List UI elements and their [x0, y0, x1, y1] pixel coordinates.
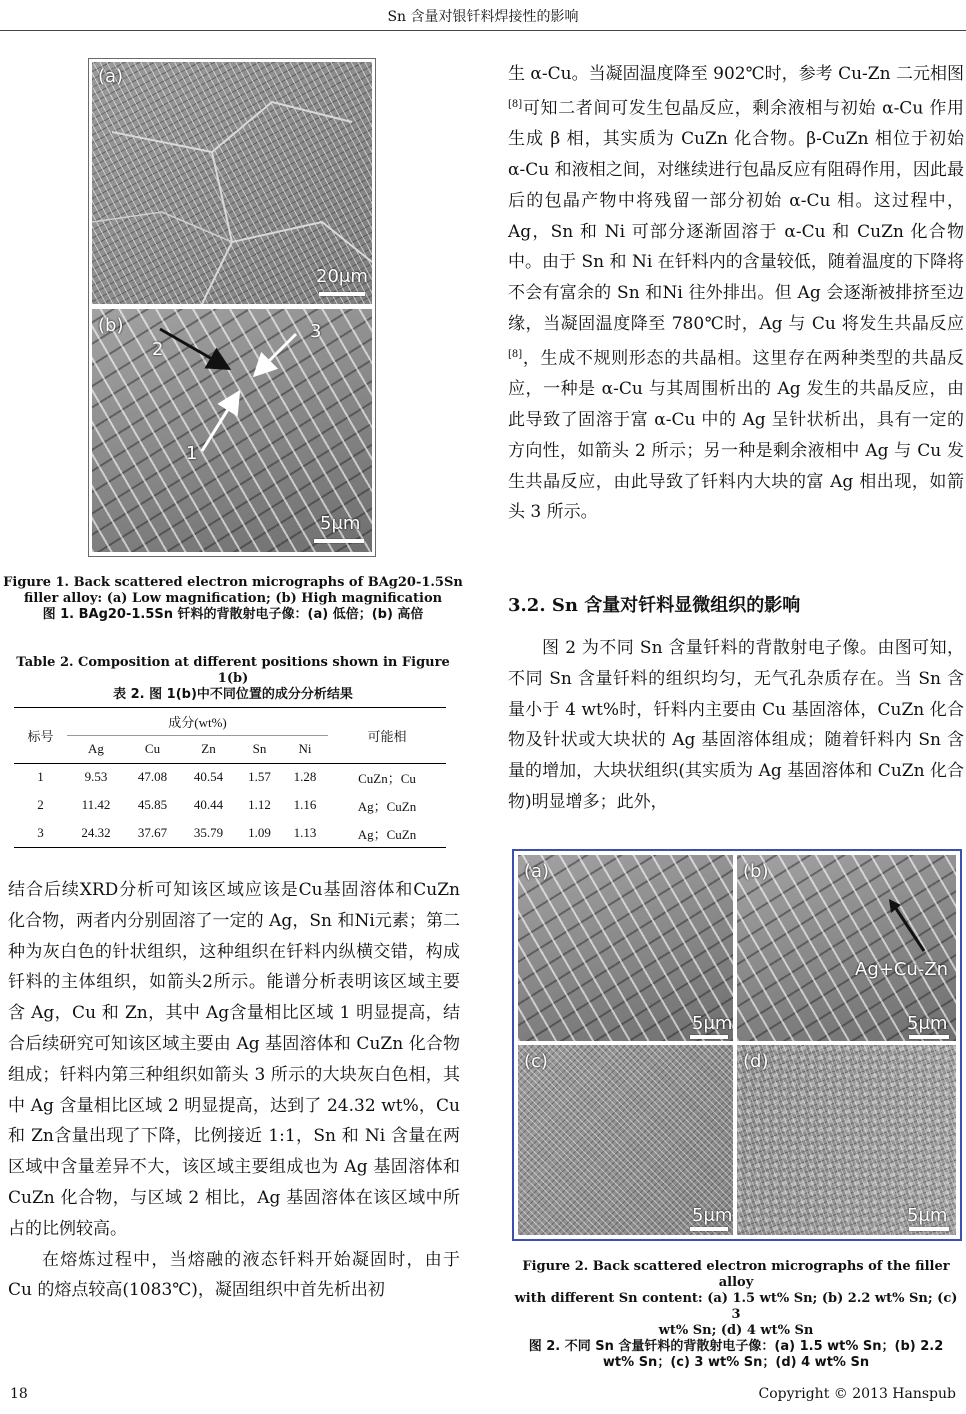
- cell: 2: [37, 797, 44, 812]
- cell: CuZn；Cu: [358, 770, 416, 786]
- running-header: Sn 含量对银钎料焊接性的影响: [387, 9, 579, 25]
- panel-a-scale-text: 20μm: [316, 266, 368, 287]
- header-phase: 可能相: [367, 729, 407, 744]
- cell: 3: [37, 825, 44, 840]
- header-group: 成分(wt%): [168, 715, 227, 730]
- cell: 35.79: [193, 825, 224, 840]
- header-divider: [0, 30, 966, 31]
- cell: 40.44: [193, 797, 224, 812]
- fig2-c-label: (c): [524, 1051, 548, 1072]
- fig2-c-scale-text: 5μm: [692, 1205, 733, 1226]
- figure1-caption-zh: 图 1. BAg20-1.5Sn 钎料的背散射电子像：(a) 低倍；(b) 高倍: [42, 607, 424, 622]
- header-cu: Cu: [144, 741, 161, 756]
- right-body-text: [508, 59, 964, 528]
- cell: 1.28: [293, 769, 317, 784]
- header-ag: Ag: [88, 741, 104, 756]
- cell: 9.53: [84, 769, 108, 784]
- fig2-d-scale-text: 5μm: [907, 1205, 948, 1226]
- figure2-caption-zh-2: wt% Sn；(c) 3 wt% Sn；(d) 4 wt% Sn: [602, 1355, 870, 1370]
- figure2-panel-d: [737, 1045, 956, 1235]
- text-span: 可知二者间可发生包晶反应，剩余液相与初始 α-Cu 作用生成 β 相，其实质为 CuZn 化合物。β-CuZn 相位于初始 α-Cu 和液相之间，对继续进行包晶反应有阻碍作用，因此最后的包晶产物中将残留一部分初始 α-Cu 相。这过程中，Ag，Sn 和 Ni 可部分逐渐固溶于 α-Cu 和 CuZn 化合物中。由于 Sn 和 Ni 在钎料内的含量较低，随着温度的下降将不会有富余的 Sn 和Ni 往外排出。但 Ag 会逐渐被排挤至边缘，当凝固温度降至 780℃时，Ag 与 Cu 将发生共晶反应: [508, 98, 964, 335]
- cell: 1.57: [248, 769, 271, 784]
- fig2-d-label: (d): [743, 1051, 769, 1072]
- figure2-panel-b: [737, 855, 956, 1041]
- arrow-2: [160, 329, 226, 367]
- text-span: 生 α-Cu。当凝固温度降至 902℃时，参考 Cu-Zn 二元相图: [508, 64, 964, 84]
- fig2-b-label: (b): [743, 861, 769, 882]
- figure1-caption-en-2: filler alloy: (a) Low magnification; (b) High magnification: [23, 591, 443, 606]
- cell: 1.09: [248, 825, 271, 840]
- figure2-caption-en-3: wt% Sn; (d) 4 wt% Sn: [658, 1323, 814, 1338]
- panel-b-scale-bar: [314, 539, 364, 543]
- panel-a-label: (a): [98, 66, 124, 87]
- cell: 40.54: [193, 769, 224, 784]
- fig2-b-scale-bar: [909, 1035, 949, 1039]
- figure1-frame: [88, 58, 376, 557]
- table-row: [14, 791, 446, 819]
- cell: Ag；CuZn: [357, 826, 417, 842]
- page-number: 18: [10, 1386, 28, 1402]
- cell: 37.67: [137, 825, 168, 840]
- table-row: [14, 763, 446, 791]
- arrow-3: [257, 334, 296, 373]
- text-span: ，生成不规则形态的共晶相。这里存在两种类型的共晶反应，一种是 α-Cu 与其周围析出的 Ag 发生的共晶反应，由此导致了固溶于富 α-Cu 中的 Ag 呈针状析出，具有一定的方向性，如箭头 2 所示；另一种是剩余液相中 Ag 与 Cu 发生共晶反应，由此导致了钎料内大块的富 Ag 相出现，如箭头 3 所示。: [508, 348, 964, 523]
- fig2-c-scale-bar: [690, 1227, 728, 1231]
- table2-title: [0, 655, 466, 703]
- fig2-d-scale-bar: [909, 1227, 949, 1231]
- table-header-row: [14, 708, 446, 735]
- cell: 45.85: [137, 797, 168, 812]
- cell: 1.13: [293, 825, 317, 840]
- figure2-panel-c: [518, 1045, 733, 1235]
- panel-b-scale-text: 5μm: [320, 513, 361, 534]
- right-body-text-2: [508, 633, 964, 818]
- cell: 1.16: [293, 797, 317, 812]
- arrow-1: [202, 395, 237, 451]
- right-paragraph-1: [508, 59, 964, 528]
- fig2-a-scale-text: 5μm: [692, 1013, 733, 1034]
- figure1-caption-en-1: Figure 1. Back scattered electron micrographs of BAg20-1.5Sn: [3, 575, 463, 590]
- cell: 1.12: [248, 797, 271, 812]
- panel-a-scale-bar: [319, 292, 365, 296]
- figure2-caption-en-1: Figure 2. Back scattered electron micrographs of the filler alloy: [522, 1259, 950, 1290]
- figure2-frame: [512, 849, 962, 1241]
- cell: Ag；CuZn: [357, 798, 417, 814]
- composition-table: [14, 708, 446, 847]
- figure2-caption-en-2: with different Sn content: (a) 1.5 wt% Sn; (b) 2.2 wt% Sn; (c) 3: [514, 1291, 958, 1322]
- fig2-a-label: (a): [524, 861, 550, 882]
- left-paragraph-1: 结合后续XRD分析可知该区域应该是Cu基固溶体和CuZn 化合物，两者内分别固溶了一定的 Ag，Sn 和Ni元素；第二种为灰白色的针状组织，这种组织在钎料内纵横交错，构成钎料的主体组织，如箭头2所示。能谱分析表明该区域主要含 Ag，Cu 和 Zn，其中 Ag含量相比区域 1 明显提高，结合后续研究可知该区域主要由 Ag 基固溶体和 CuZn 化合物组成；钎料内第三种组织如箭头 3 所示的大块灰白色相，其中 Ag 含量相比区域 2 明显提高，达到了 24.32 wt%，Cu 和 Zn含量出现了下降，比例接近 1:1，Sn 和 Ni 含量在两区域中含量差异不大，该区域主要组成也为 Ag 基固溶体和 CuZn 化合物，与区域 2 相比，Ag 基固溶体在该区域中所占的比例较高。: [8, 880, 460, 1239]
- header-zn: Zn: [201, 741, 216, 756]
- arrow-2-label: 2: [152, 339, 164, 360]
- fig2-a-scale-bar: [690, 1035, 728, 1039]
- cell: 47.08: [137, 769, 168, 784]
- arrow-1-label: 1: [186, 443, 198, 464]
- cell: 1: [37, 769, 44, 784]
- table2-title-zh: 表 2. 图 1(b)中不同位置的成分分析结果: [113, 687, 353, 702]
- figure1-panel-a: [92, 62, 372, 304]
- table-bottom-rule: [14, 847, 446, 848]
- figure1-caption: [0, 575, 466, 623]
- header-sn: Sn: [252, 741, 267, 756]
- figure2-caption-zh-1: 图 2. 不同 Sn 含量钎料的背散射电子像：(a) 1.5 wt% Sn；(b) 2.2: [528, 1339, 944, 1354]
- figure1-panel-b: [92, 309, 372, 552]
- figure2-caption: [508, 1259, 964, 1371]
- arrow-3-label: 3: [310, 321, 322, 342]
- left-body-text: [8, 875, 460, 1306]
- citation: [8]: [508, 348, 523, 360]
- citation: [8]: [508, 98, 523, 110]
- section-title: 3.2. Sn 含量对钎料显微组织的影响: [508, 595, 801, 616]
- copyright: Copyright © 2013 Hanspub: [758, 1386, 956, 1402]
- right-paragraph-2: 图 2 为不同 Sn 含量钎料的背散射电子像。由图可知，不同 Sn 含量钎料的组织均匀，无气孔杂质存在。当 Sn 含量小于 4 wt%时，钎料内主要由 Cu 基固溶体，CuZn 化合物及针状或大块状的 Ag 基固溶体组成；随着钎料内 Sn 含量的增加，大块状组织(其实质为 Ag 基固溶体和 CuZn 化合物)明显增多；此外，: [508, 638, 964, 812]
- fig2-b-annotation: Ag+Cu-Zn: [855, 959, 949, 980]
- header-ni: Ni: [298, 741, 312, 756]
- figure2-panel-a: [518, 855, 733, 1041]
- panel-b-label: (b): [98, 315, 124, 336]
- left-paragraph-2: 在熔炼过程中，当熔融的液态钎料开始凝固时，由于 Cu 的熔点较高(1083℃)，凝固组织中首先析出初: [8, 1249, 460, 1301]
- fig2-b-scale-text: 5μm: [907, 1013, 948, 1034]
- cell: 24.32: [81, 825, 111, 840]
- cell: 11.42: [81, 797, 111, 812]
- table-row: [14, 819, 446, 847]
- table2-title-en: Table 2. Composition at different positions shown in Figure 1(b): [16, 655, 450, 686]
- header-label: 标号: [27, 729, 54, 744]
